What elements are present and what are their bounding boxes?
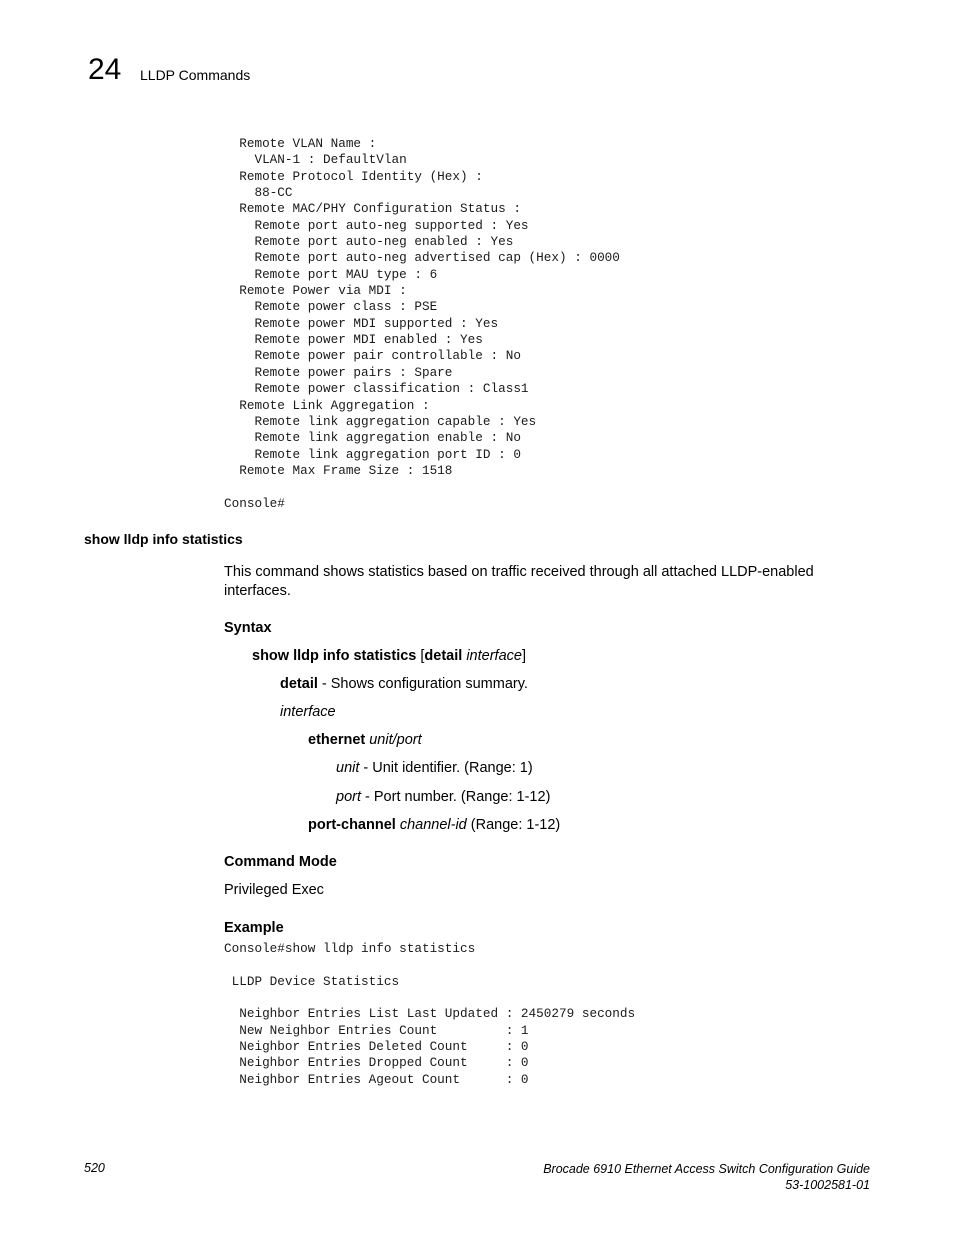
syntax-heading: Syntax [224,620,272,636]
code-block-example: Console#show lldp info statistics LLDP Device Statistics Neighbor Entries List Last Updated : 2450279 seconds New Neighbor Entries Count : 1 Neighbor Entries Deleted Count : 0 Neighbor Entries Dropped Count : 0 Neighbor Entries Ageout Count : 0 [224,941,636,1087]
command-description: This command shows statistics based on traffic received through all attached LLDP-enabled interfaces. [224,564,814,599]
chapter-number: 24 [88,53,122,86]
param-interface-name: interface [280,704,336,720]
param-port [336,788,550,807]
command-mode-value: Privileged Exec [224,882,324,898]
chapter-title: LLDP Commands [140,67,251,83]
code-block-remote-info: Remote VLAN Name : VLAN-1 : DefaultVlan Remote Protocol Identity (Hex) : 88-CC Remote MAC/PHY Configuration Status : Remote port auto-neg supported : Yes Remote port auto-neg enabled : Yes Remote port auto-neg advertised cap (Hex) : 0000 Remote port MAU type : 6 Remote Power via MDI : Remote power class : PSE Remote power MDI supported : Yes Remote power MDI enabled : Yes Remote power pair controllable : No Remote power pairs : Spare Remote power classification : Class1 Remote Link Aggregation : Remote link aggregation capable : Yes Remote link aggregation enable : No Remote link aggregation port ID : 0 Remote Max Frame Size : 1518 Console# [224,136,620,511]
param-unit [336,759,533,778]
syntax-line [252,647,526,666]
syntax-open-bracket: [ [416,648,425,664]
param-detail-name: detail [280,676,318,692]
param-detail-desc: - Shows configuration summary. [317,676,528,692]
param-port-channel [308,816,560,835]
syntax-detail-keyword: detail [424,648,463,664]
param-port-channel-arg: channel-id [395,817,467,833]
param-port-desc: - Port number. (Range: 1-12) [361,789,551,805]
footer-title [543,1161,870,1193]
syntax-interface-arg: interface [466,648,522,664]
param-ethernet-kw: ethernet [308,732,366,748]
command-mode-heading: Command Mode [224,854,337,870]
command-heading: show lldp info statistics [84,531,243,547]
syntax-close-bracket: ] [521,648,526,664]
param-detail [280,675,528,694]
example-heading: Example [224,920,284,936]
param-interface [280,703,336,722]
param-ethernet [308,731,422,750]
footer-doc-number: 53-1002581-01 [785,1178,870,1192]
param-unit-desc: - Unit identifier. (Range: 1) [359,760,533,776]
param-port-channel-kw: port-channel [308,817,396,833]
syntax-command: show lldp info statistics [252,648,417,664]
param-ethernet-arg: unit/port [365,732,422,748]
param-port-name: port [336,789,361,805]
param-port-channel-desc: (Range: 1-12) [466,817,561,833]
param-unit-name: unit [336,760,360,776]
page-number: 520 [84,1161,105,1175]
footer-doc-title: Brocade 6910 Ethernet Access Switch Configuration Guide [543,1162,870,1176]
